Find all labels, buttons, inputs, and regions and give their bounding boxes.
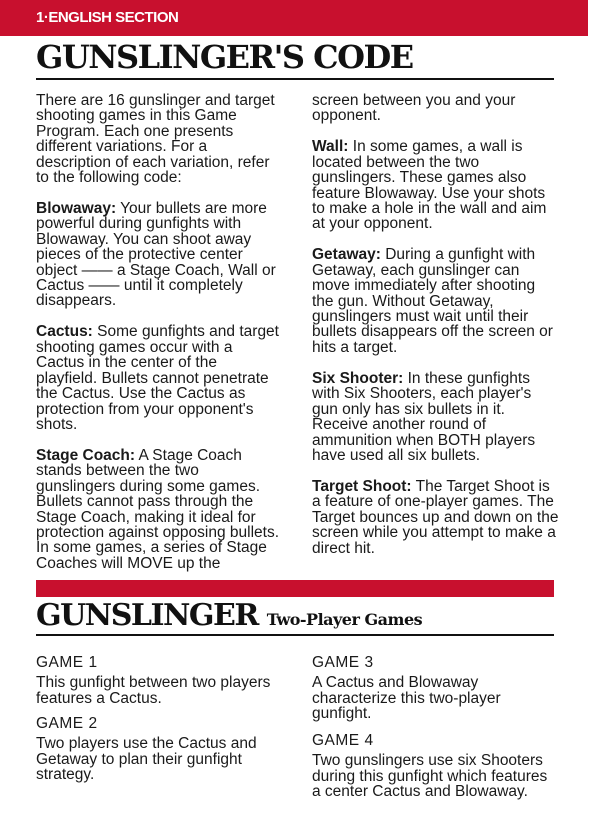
section-label: 1·ENGLISH SECTION: [36, 9, 179, 26]
section-title-divider: [36, 634, 554, 636]
variation-text: A Stage Coach stands between the two gunslingers during some games. Bullets cannot pass through the Stage Coach, making it ideal for protection against opposing bullets. In some games, a series of Stage Coaches will MOVE up the: [36, 446, 279, 572]
game-2: [36, 716, 281, 783]
game-heading: GAME 3: [312, 654, 374, 671]
game-3: [312, 655, 557, 722]
variation-text: The Target Shoot is a feature of one-player games. The Target bounces up and down on the screen while you attempt to make a direct hit.: [312, 477, 559, 557]
variation-term: Blowaway:: [36, 200, 117, 218]
variation-term: Six Shooter:: [312, 369, 404, 387]
game-description: A Cactus and Blowaway characterize this two-player gunfight.: [312, 674, 501, 723]
variation-text: During a gunfight with Getaway, each gunslinger can move immediately after shooting the gun. Without Getaway, gunslingers must wait until their bullets disappears off the screen or hits a target.: [312, 246, 553, 356]
variation-target-shoot: [312, 479, 560, 556]
variation-blowaway: [36, 201, 281, 309]
variation-term: Cactus:: [36, 323, 93, 341]
variation-six-shooter: [312, 371, 560, 463]
variation-cactus: [36, 324, 281, 432]
game-description: Two players use the Cactus and Getaway to plan their gunfight strategy.: [36, 735, 257, 784]
left-column: [36, 93, 281, 587]
variation-wall: [312, 139, 560, 231]
game-heading: GAME 1: [36, 654, 98, 671]
variation-stage-coach-continued: [312, 93, 560, 124]
variation-term: Target Shoot:: [312, 477, 412, 495]
variation-term: Stage Coach:: [36, 446, 136, 464]
section-subtitle: Two-Player Games: [266, 610, 423, 629]
game-description: This gunfight between two players features a Cactus.: [36, 674, 271, 707]
section-divider-band: [36, 580, 554, 597]
page-title: GUNSLINGER'S CODE: [36, 38, 413, 76]
game-1: [36, 655, 281, 706]
title-divider: [36, 78, 554, 80]
game-4: [312, 733, 557, 800]
game-heading: GAME 2: [36, 715, 98, 732]
right-column: [312, 93, 560, 572]
variation-term: Getaway:: [312, 246, 381, 264]
variation-getaway: [312, 247, 560, 355]
intro-paragraph: There are 16 gunslinger and target shooting games in this Game Program. Each one presents different variations. For a description of each variation, refer to the following code:: [36, 92, 275, 187]
section-title-main: GUNSLINGER: [36, 598, 258, 633]
variation-text: In these gunfights with Six Shooters, each player's gun only has six bullets in it. Receive another round of ammunition when BOTH players have used all six bullets.: [312, 369, 536, 464]
variation-text: In some games, a wall is located between the two gunslingers. These games also feature Blowaway. Use your shots to make a hole in the wall and aim at your opponent.: [312, 138, 547, 233]
variation-text: Some gunfights and target shooting games occur with a Cactus in the center of the playfield. Bullets cannot penetrate the Cactus. Use the Cactus as protection from your opponent's shots.: [36, 323, 279, 433]
section-title: [36, 598, 423, 633]
variation-stage-coach: [36, 448, 281, 571]
game-description: Two gunslingers use six Shooters during this gunfight which features a center Cactus and Blowaway.: [312, 752, 548, 801]
variation-term: Wall:: [312, 138, 349, 156]
variation-text: Your bullets are more powerful during gunfights with Blowaway. You can shoot away pieces of the protective center object —— a Stage Coach, Wall or Cactus —— until it completely disappears.: [36, 200, 276, 310]
variation-text: screen between you and your opponent.: [312, 92, 516, 125]
game-heading: GAME 4: [312, 732, 374, 749]
